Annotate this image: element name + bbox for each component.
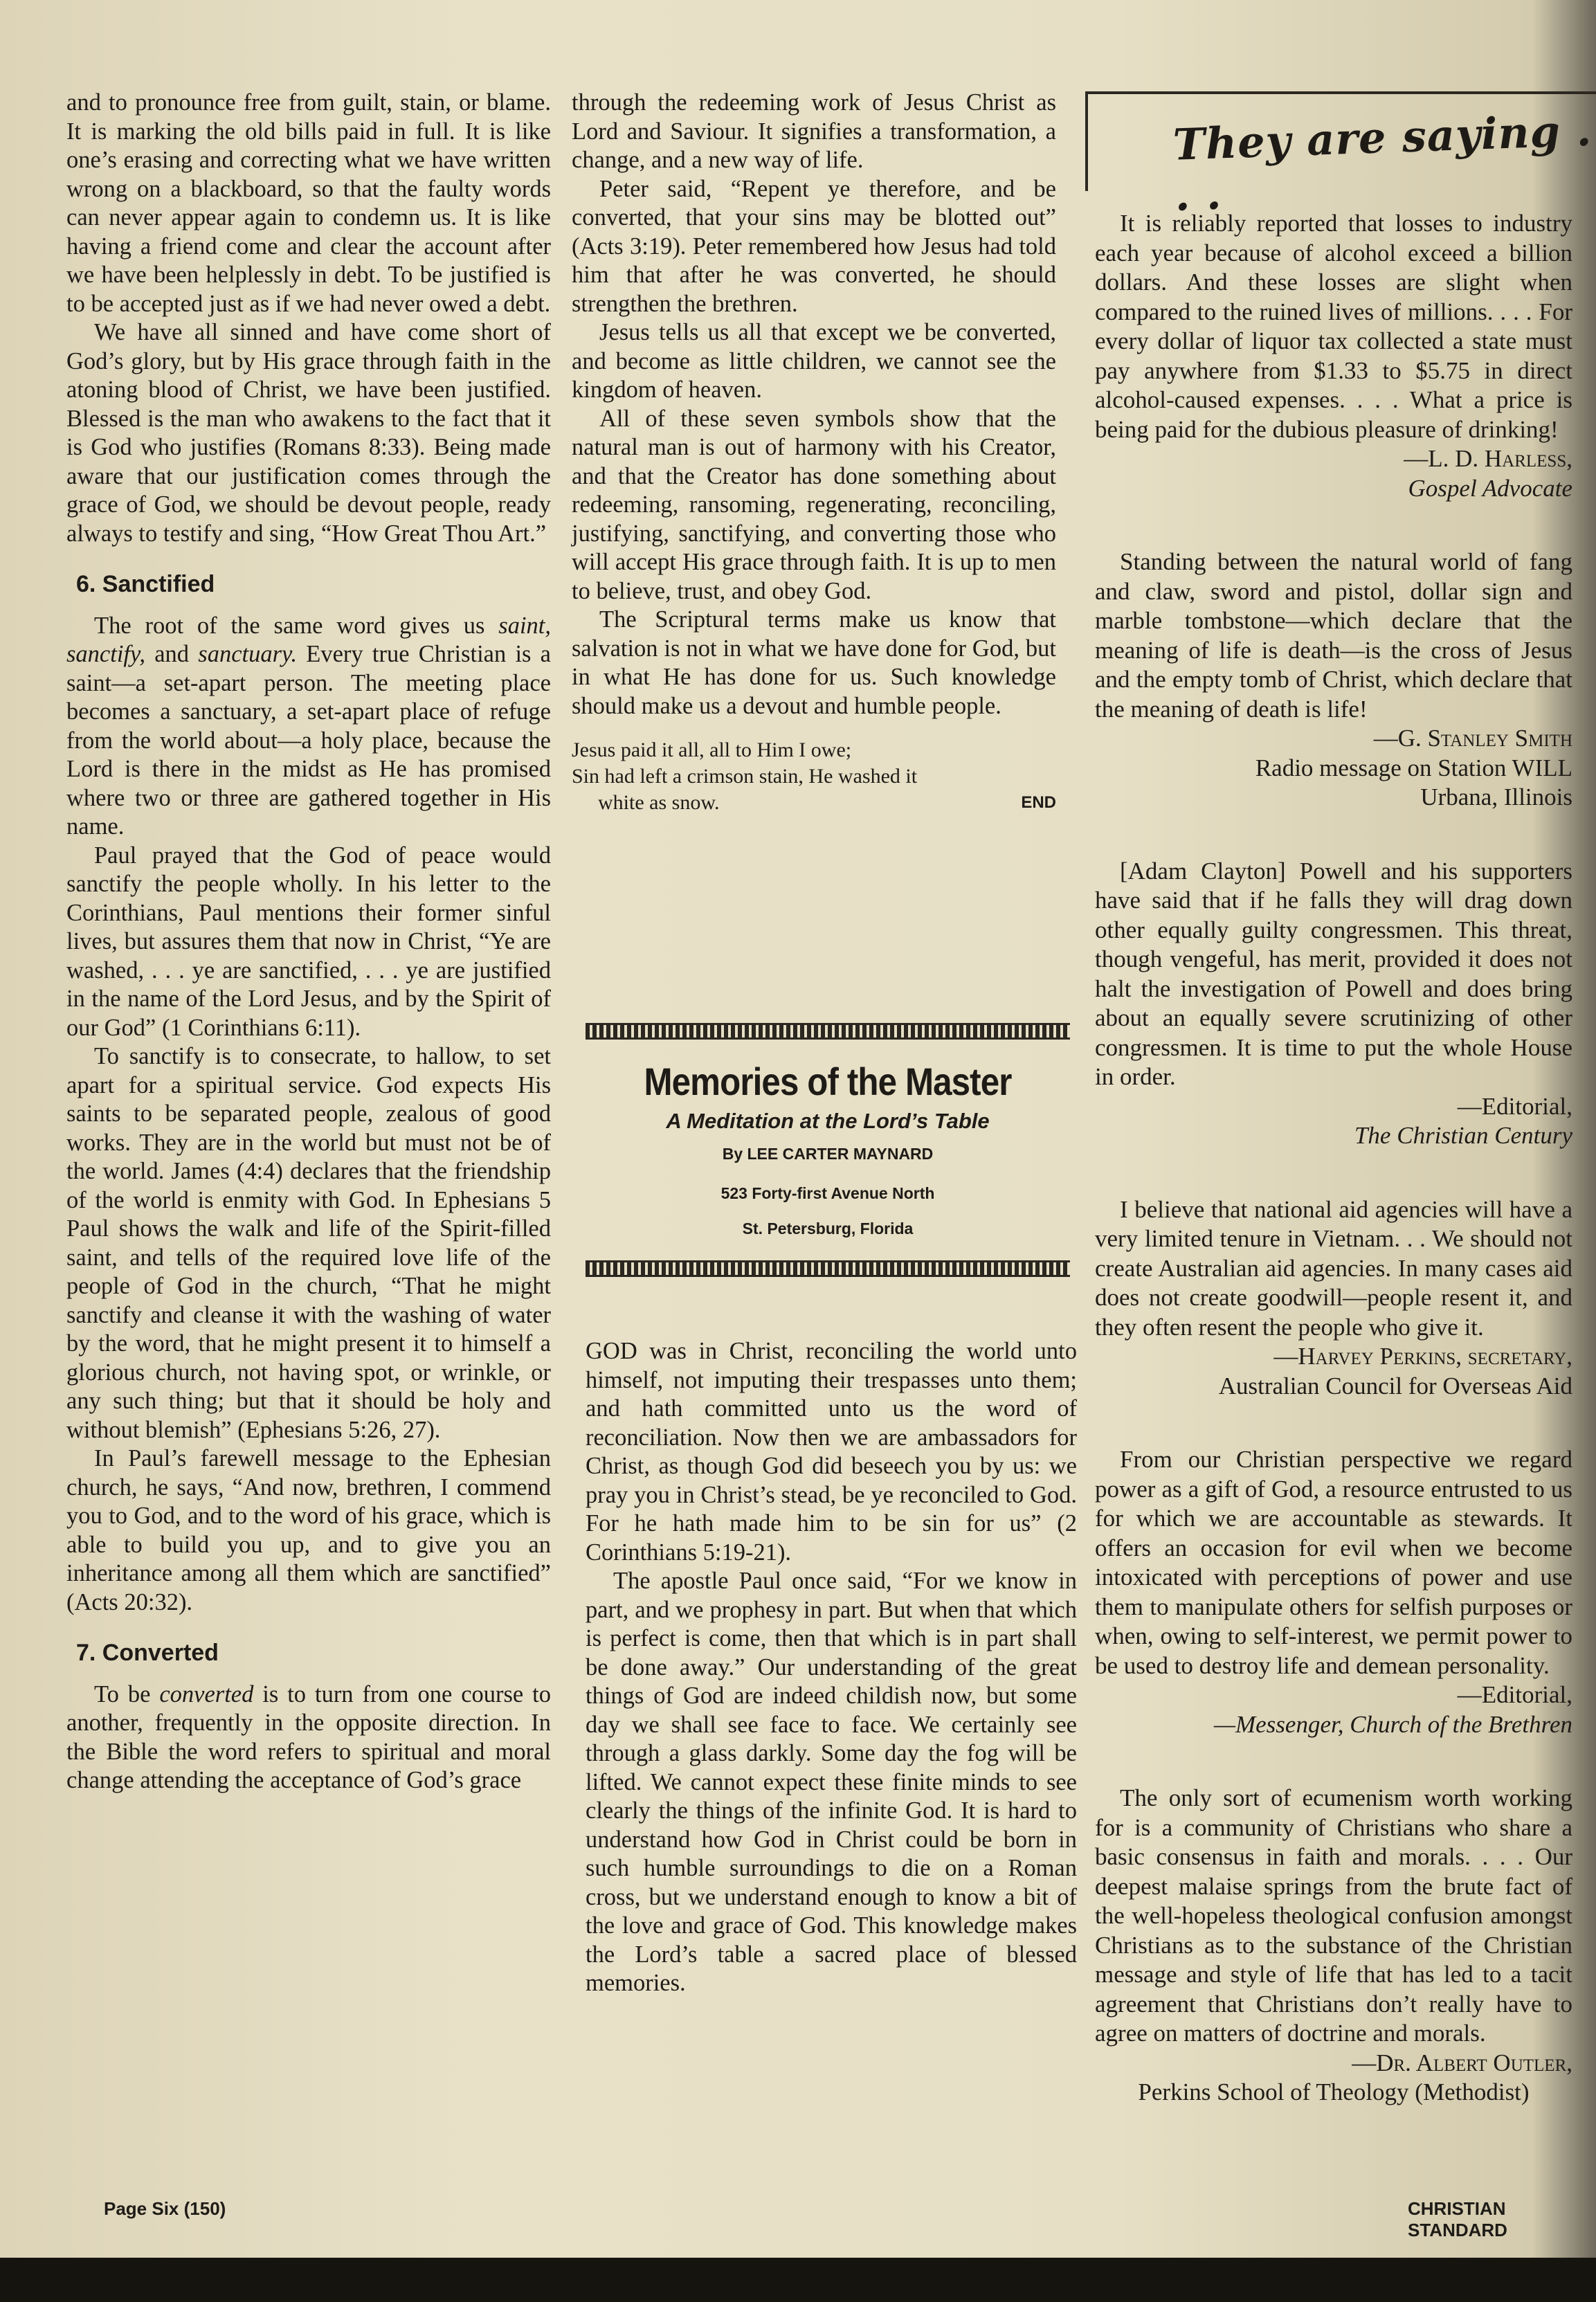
quote-source: Radio message on Station WILL <box>1255 754 1572 781</box>
paragraph: through the redeeming work of Jesus Christ as Lord and Saviour. It signifies a transformation, a change, and a new way of life. <box>572 89 1056 173</box>
hymn-line: Jesus paid it all, all to Him I owe; <box>572 738 852 761</box>
page-number: Page Six (150) <box>104 2198 226 2219</box>
paragraph: GOD was in Christ, reconciling the world unto himself, not imputing their trespasses unto them; and hath committed unto us the word of reconciliation. Now then we are ambassadors for Christ, as though God did beseech you by us: we pray you in Christ’s stead, be ye reconciled to God. For he hath made him to be sin for us” (2 Corinthians 5:19-21). <box>586 1338 1077 1566</box>
end-mark: END <box>1021 793 1056 812</box>
sidebar-quotes <box>1095 209 1572 2152</box>
paragraph: To be converted is to turn from one course to another, frequently in the opposite direction. In the Bible the word refers to spiritual and moral change attending the acceptance of God’s grace <box>66 1680 552 1793</box>
publication-name: CHRISTIAN STANDARD <box>1408 2198 1507 2240</box>
section-heading-sanctified: 6. Sanctified <box>76 571 215 597</box>
paragraph: All of these seven symbols show that the natural man is out of harmony with his Creator, and that the Creator has done something about redeeming, ransoming, regenerating, reconciling, justifying, sanctifying, and converting those who will accept His grace through faith. It is up to men to believe, trust, and obey God. <box>572 405 1056 604</box>
quote-attribution: —Dr. Albert Outler, <box>1352 2049 1572 2076</box>
quote-attribution: —Editorial, <box>1457 1092 1572 1120</box>
quote-attribution: —Editorial, <box>1457 1681 1572 1708</box>
decorative-rule <box>586 1023 1070 1040</box>
quote-source: The Christian Century <box>1354 1122 1572 1149</box>
quote-source: Urbana, Illinois <box>1420 783 1572 810</box>
author-city: St. Petersburg, Florida <box>742 1220 914 1238</box>
quote: From our Christian perspective we regard power as a gift of God, a resource entrusted to us for which we are accountable as stewards. It offers an occasion for evil when we become intoxicated with perceptions of power and use them to manipulate others for selfish purposes or when, owing to self-interest, we permit power to be used to destroy life and demean personality. —Editorial, —Messenger, Church of the Brethren <box>1095 1445 1572 1739</box>
paragraph: In Paul’s farewell message to the Ephesian church, he says, “And now, brethren, I commend you to God, and to the word of his grace, which is able to build you up, and to give you an inheritance among all them which are sanctified” (Acts 20:32). <box>66 1445 551 1615</box>
hymn-line: white as snow. END <box>572 790 1056 816</box>
paragraph: The root of the same word gives us saint, sanctify, and sanctuary. Every true Christian is a saint—a set-apart person. The meeting place becomes a sanctuary, a set-apart place of refuge from the world about—a holy place, because the Lord is there in the midst as He has promised where two or three are gathered together in His name. <box>66 612 551 840</box>
quote-source: Perkins School of Theology (Methodist) <box>1138 2078 1530 2105</box>
byline: By LEE CARTER MAYNARD <box>722 1145 934 1163</box>
quote: I believe that national aid agencies will have a very limited tenure in Vietnam. . . We should not create Australian aid agencies. In many cases aid does not create goodwill—people resent it, and they often resent the people who give it. —Harvey Perkins, secretary, Australian Council for Overseas Aid <box>1095 1195 1572 1402</box>
section-heading-converted: 7. Converted <box>76 1640 219 1666</box>
quote: Standing between the natural world of fang and claw, sword and pistol, dollar sign and marble tombstone—which declare that the meaning of life is death—is the cross of Jesus and the empty tomb of Christ, which declare that the meaning of death is life! —G. Stanley Smith Radio message on Station WILL Urbana, Illinois <box>1095 547 1572 813</box>
paragraph: Jesus tells us all that except we be converted, and become as little children, we cannot see the kingdom of heaven. <box>572 319 1056 403</box>
article-title-box <box>586 1023 1070 1300</box>
paragraph: The apostle Paul once said, “For we know in part, and we prophesy in part. But when that which is perfect is come, then that which is in part shall be done away.” Our understanding of the great things of God are indeed childish now, but some day we shall see face to face. We certainly see through a glass darkly. Some day the fog will be lifted. We cannot expect these finite minds to see clearly the things of the infinite God. It is hard to understand how God in Christ could be born in such humble surroundings to die on a Roman cross, but we understand enough to know a bit of the love and grace of God. This knowledge makes the Lord’s table a sacred place of blessed memories. <box>586 1568 1077 1996</box>
quote: The only sort of ecumenism worth working for is a community of Christians who share a basic consensus in faith and morals. . . . Our deepest malaise springs from the brute fact of the well-hopeless theological confusion amongst Christians as to the substance of the Christian message and style of life that has led to a tacit agreement that Christians don’t really have to agree on matters of doctrine and morals. —Dr. Albert Outler, Perkins School of Theology (Methodist) <box>1095 1784 1572 2108</box>
paragraph: Paul prayed that the God of peace would sanctify the people wholly. In his letter to the Corinthians, Paul mentions their former sinful lives, but assures them that now in Christ, “Ye are washed, . . . ye are sanctified, . . . ye are justified in the name of the Lord Jesus, and by the Spirit of our God” (1 Corinthians 6:11). <box>66 842 551 1041</box>
author-address: 523 Forty-first Avenue North <box>720 1184 935 1202</box>
paragraph: To sanctify is to consecrate, to hallow, to set apart for a spiritual service. God expects His saints to be separated people, zealous of good works. They are in the world but must not be of the world. James (4:4) declares that the friendship of the world is enmity with God. In Ephesians 5 Paul shows the walk and life of the Spirit-filled saint, and tells of the required love life of the people of God in the church, “That he might sanctify and cleanse it with the washing of water by the word, that he might present it to himself a glorious church, not having spot, or wrinkle, or any such thing; but that it should be holy and without blemish” (Ephesians 5:26, 27). <box>66 1043 551 1443</box>
scan-border <box>0 2258 1596 2302</box>
paragraph: Peter said, “Repent ye therefore, and be converted, that your sins may be blotted out” (Acts 3:19). Peter remembered how Jesus had told him that after he was converted, he should strengthen the brethren. <box>572 175 1056 317</box>
column-middle <box>572 89 1056 816</box>
paragraph: We have all sinned and have come short of God’s glory, but by His grace through faith in the atoning blood of Christ, we have been justified. Blessed is the man who awakens to the fact that it is God who justifies (Romans 8:33). Being made aware that our justification comes through the grace of God, we should be devout people, ready always to testify and sing, “How Great Thou Art.” <box>66 319 551 547</box>
article-title: Memories of the Master <box>644 1060 1012 1103</box>
paragraph: The Scriptural terms make us know that salvation is not in what we have done for God, but in what He has done for us. Such knowledge should make us a devout and humble people. <box>572 606 1056 719</box>
hymn-quote <box>572 737 1056 816</box>
column-left <box>66 89 551 1795</box>
article-body <box>586 1337 1077 1998</box>
quote-source: Australian Council for Overseas Aid <box>1218 1372 1572 1399</box>
paragraph: and to pronounce free from guilt, stain, or blame. It is marking the old bills paid in full. It is like one’s erasing and correcting what we have written wrong on a blackboard, so that the faulty words can never appear again to condemn us. It is like having a friend come and clear the account after we have been helplessly in debt. To be justified is to be accepted just as if we had never owed a debt. <box>66 89 551 317</box>
quote: [Adam Clayton] Powell and his supporters have said that if he falls they will drag down other equally guilty congressmen. This threat, though vengeful, has merit, provided it does not halt the investigation of Powell and does bring about an equally severe scrutinizing of other congressmen. It is time to put the whole House in order. —Editorial, The Christian Century <box>1095 857 1572 1151</box>
quote: It is reliably reported that losses to industry each year because of alcohol exceed a billion dollars. And these losses are slight when compared to the ruined lives of millions. . . . For every dollar of liquor tax collected a state must pay anywhere from $1.33 to $5.75 in direct alcohol-caused expenses. . . . What a price is being paid for the dubious pleasure of drinking! —L. D. Harless, Gospel Advocate <box>1095 209 1572 503</box>
sidebar-header <box>1085 91 1596 221</box>
article-subtitle: A Meditation at the Lord’s Table <box>666 1109 990 1133</box>
quote-source: Gospel Advocate <box>1408 474 1572 502</box>
decorative-rule <box>586 1260 1070 1277</box>
quote-attribution: —Harvey Perkins, secretary, <box>1273 1343 1572 1370</box>
quote-source: —Messenger, Church of the Brethren <box>1213 1710 1572 1738</box>
sidebar-title: They are saying . . . <box>1172 105 1593 221</box>
hymn-line: Sin had left a crimson stain, He washed it <box>572 765 918 788</box>
quote-attribution: —G. Stanley Smith <box>1373 725 1572 752</box>
quote-attribution: —L. D. Harless, <box>1404 445 1572 472</box>
